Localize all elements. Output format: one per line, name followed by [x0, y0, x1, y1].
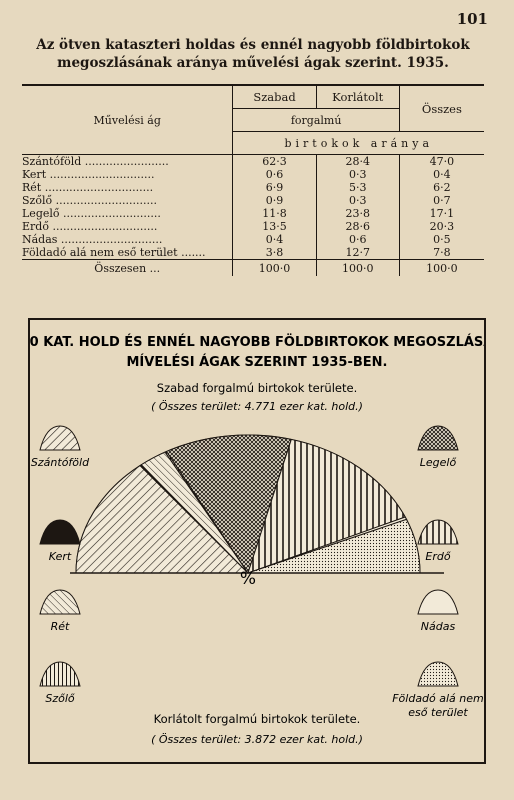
pie-bottom-korlatolt: [76, 435, 420, 573]
cell-osszes: 0·5: [399, 233, 484, 246]
legend-right-2-label: Nádas: [420, 620, 456, 633]
table-row: [22, 155, 484, 169]
chart-title-line-2: MÍVELÉSI ÁGAK SZERINT 1935-BEN.: [126, 355, 388, 370]
pie-chart-figure: [28, 318, 486, 764]
row-label: Szántóföld ........................: [22, 155, 169, 168]
legend-left-2-label: Rét: [50, 620, 70, 633]
data-table: [22, 84, 484, 276]
legend-right-3-label: eső terület: [408, 706, 468, 719]
row-label: Erdő ..............................: [22, 220, 158, 233]
row-label: Legelő ............................: [22, 207, 161, 220]
legend-left-3-swatch: [40, 662, 80, 686]
col-header-korlatolt: Korlátolt: [316, 85, 399, 109]
cell-szabad: 0·9: [233, 194, 316, 207]
cell-szabad: 0·4: [233, 233, 316, 246]
cell-osszes: 20·3: [399, 220, 484, 233]
cell-szabad: 6·9: [233, 181, 316, 194]
chart-title-line-1: 50 KAT. HOLD ÉS ENNÉL NAGYOBB FÖLDBIRTOKOK MEGOSZLÁSA: [30, 335, 484, 350]
page-number: 101: [456, 10, 488, 28]
cell-osszes: 17·1: [399, 207, 484, 220]
cell-korlatolt: 23·8: [316, 207, 399, 220]
legend-left-3-label: Szőlő: [45, 692, 75, 705]
cell-korlatolt: 28·4: [316, 155, 399, 169]
col-header-osszes: Összes: [399, 85, 484, 132]
table-row: [22, 246, 484, 260]
cell-korlatolt: 0·3: [316, 168, 399, 181]
total-osszes: 100·0: [399, 260, 484, 277]
legend-left-0-swatch: [40, 426, 80, 450]
cell-osszes: 0·7: [399, 194, 484, 207]
subheader-ratio: birtokok aránya: [233, 132, 484, 155]
cell-osszes: 47·0: [399, 155, 484, 169]
table-row: [22, 207, 484, 220]
row-label: Nádas .............................: [22, 233, 163, 246]
legend-left-1-swatch: [40, 520, 80, 544]
bottom-caption-2: ( Összes terület: 3.872 ezer kat. hold.): [151, 733, 363, 746]
legend-right-3-swatch: [418, 662, 458, 686]
col-header-szabad: Szabad: [233, 85, 316, 109]
cell-szabad: 13·5: [233, 220, 316, 233]
table-row: [22, 181, 484, 194]
cell-szabad: 11·8: [233, 207, 316, 220]
row-label: Földadó alá nem eső terület .......: [22, 246, 206, 259]
total-label: Összesen ...: [22, 260, 233, 277]
col-header-label: Művelési ág: [22, 85, 233, 155]
row-label: Szőlő .............................: [22, 194, 157, 207]
legend-right-3-label: Földadó alá nem: [392, 692, 484, 705]
subheader-forgalmu: forgalmú: [233, 109, 399, 132]
legend-right-1-swatch: [418, 520, 458, 544]
cell-korlatolt: 5·3: [316, 181, 399, 194]
top-caption-1: Szabad forgalmú birtokok területe.: [156, 381, 358, 395]
title-line-1: Az ötven kataszteri holdas és ennél nagyobb földbirtokok: [36, 37, 470, 53]
cell-osszes: 0·4: [399, 168, 484, 181]
row-label: Kert ..............................: [22, 168, 155, 181]
table-row: [22, 168, 484, 181]
legend-right-0-label: Legelő: [419, 456, 457, 469]
cell-szabad: 3·8: [233, 246, 316, 260]
legend-left-1-label: Kert: [48, 550, 72, 563]
cell-szabad: 62·3: [233, 155, 316, 169]
total-szabad: 100·0: [233, 260, 316, 277]
total-korlatolt: 100·0: [316, 260, 399, 277]
title-line-2: megoszlásának aránya művelési ágak szerint. 1935.: [57, 55, 449, 71]
legend-left-0-label: Szántóföld: [30, 456, 90, 469]
pie-chart-svg: [30, 320, 484, 762]
center-percent-label: %: [239, 569, 257, 589]
cell-korlatolt: 0·3: [316, 194, 399, 207]
table-row: [22, 194, 484, 207]
cell-szabad: 0·6: [233, 168, 316, 181]
cell-korlatolt: 28·6: [316, 220, 399, 233]
top-caption-2: ( Összes terület: 4.771 ezer kat. hold.): [151, 400, 363, 413]
legend-right-1-label: Erdő: [425, 550, 451, 563]
legend-left-2-swatch: [40, 590, 80, 614]
cell-osszes: 7·8: [399, 246, 484, 260]
row-label: Rét ...............................: [22, 181, 154, 194]
cell-korlatolt: 0·6: [316, 233, 399, 246]
table-row: [22, 233, 484, 246]
table-row: [22, 220, 484, 233]
bottom-caption-1: Korlátolt forgalmú birtokok területe.: [153, 712, 361, 726]
legend-right-0-swatch: [418, 426, 458, 450]
cell-korlatolt: 12·7: [316, 246, 399, 260]
legend-right-2-swatch: [418, 590, 458, 614]
page-title: [22, 36, 484, 72]
cell-osszes: 6·2: [399, 181, 484, 194]
total-row: [22, 260, 484, 277]
